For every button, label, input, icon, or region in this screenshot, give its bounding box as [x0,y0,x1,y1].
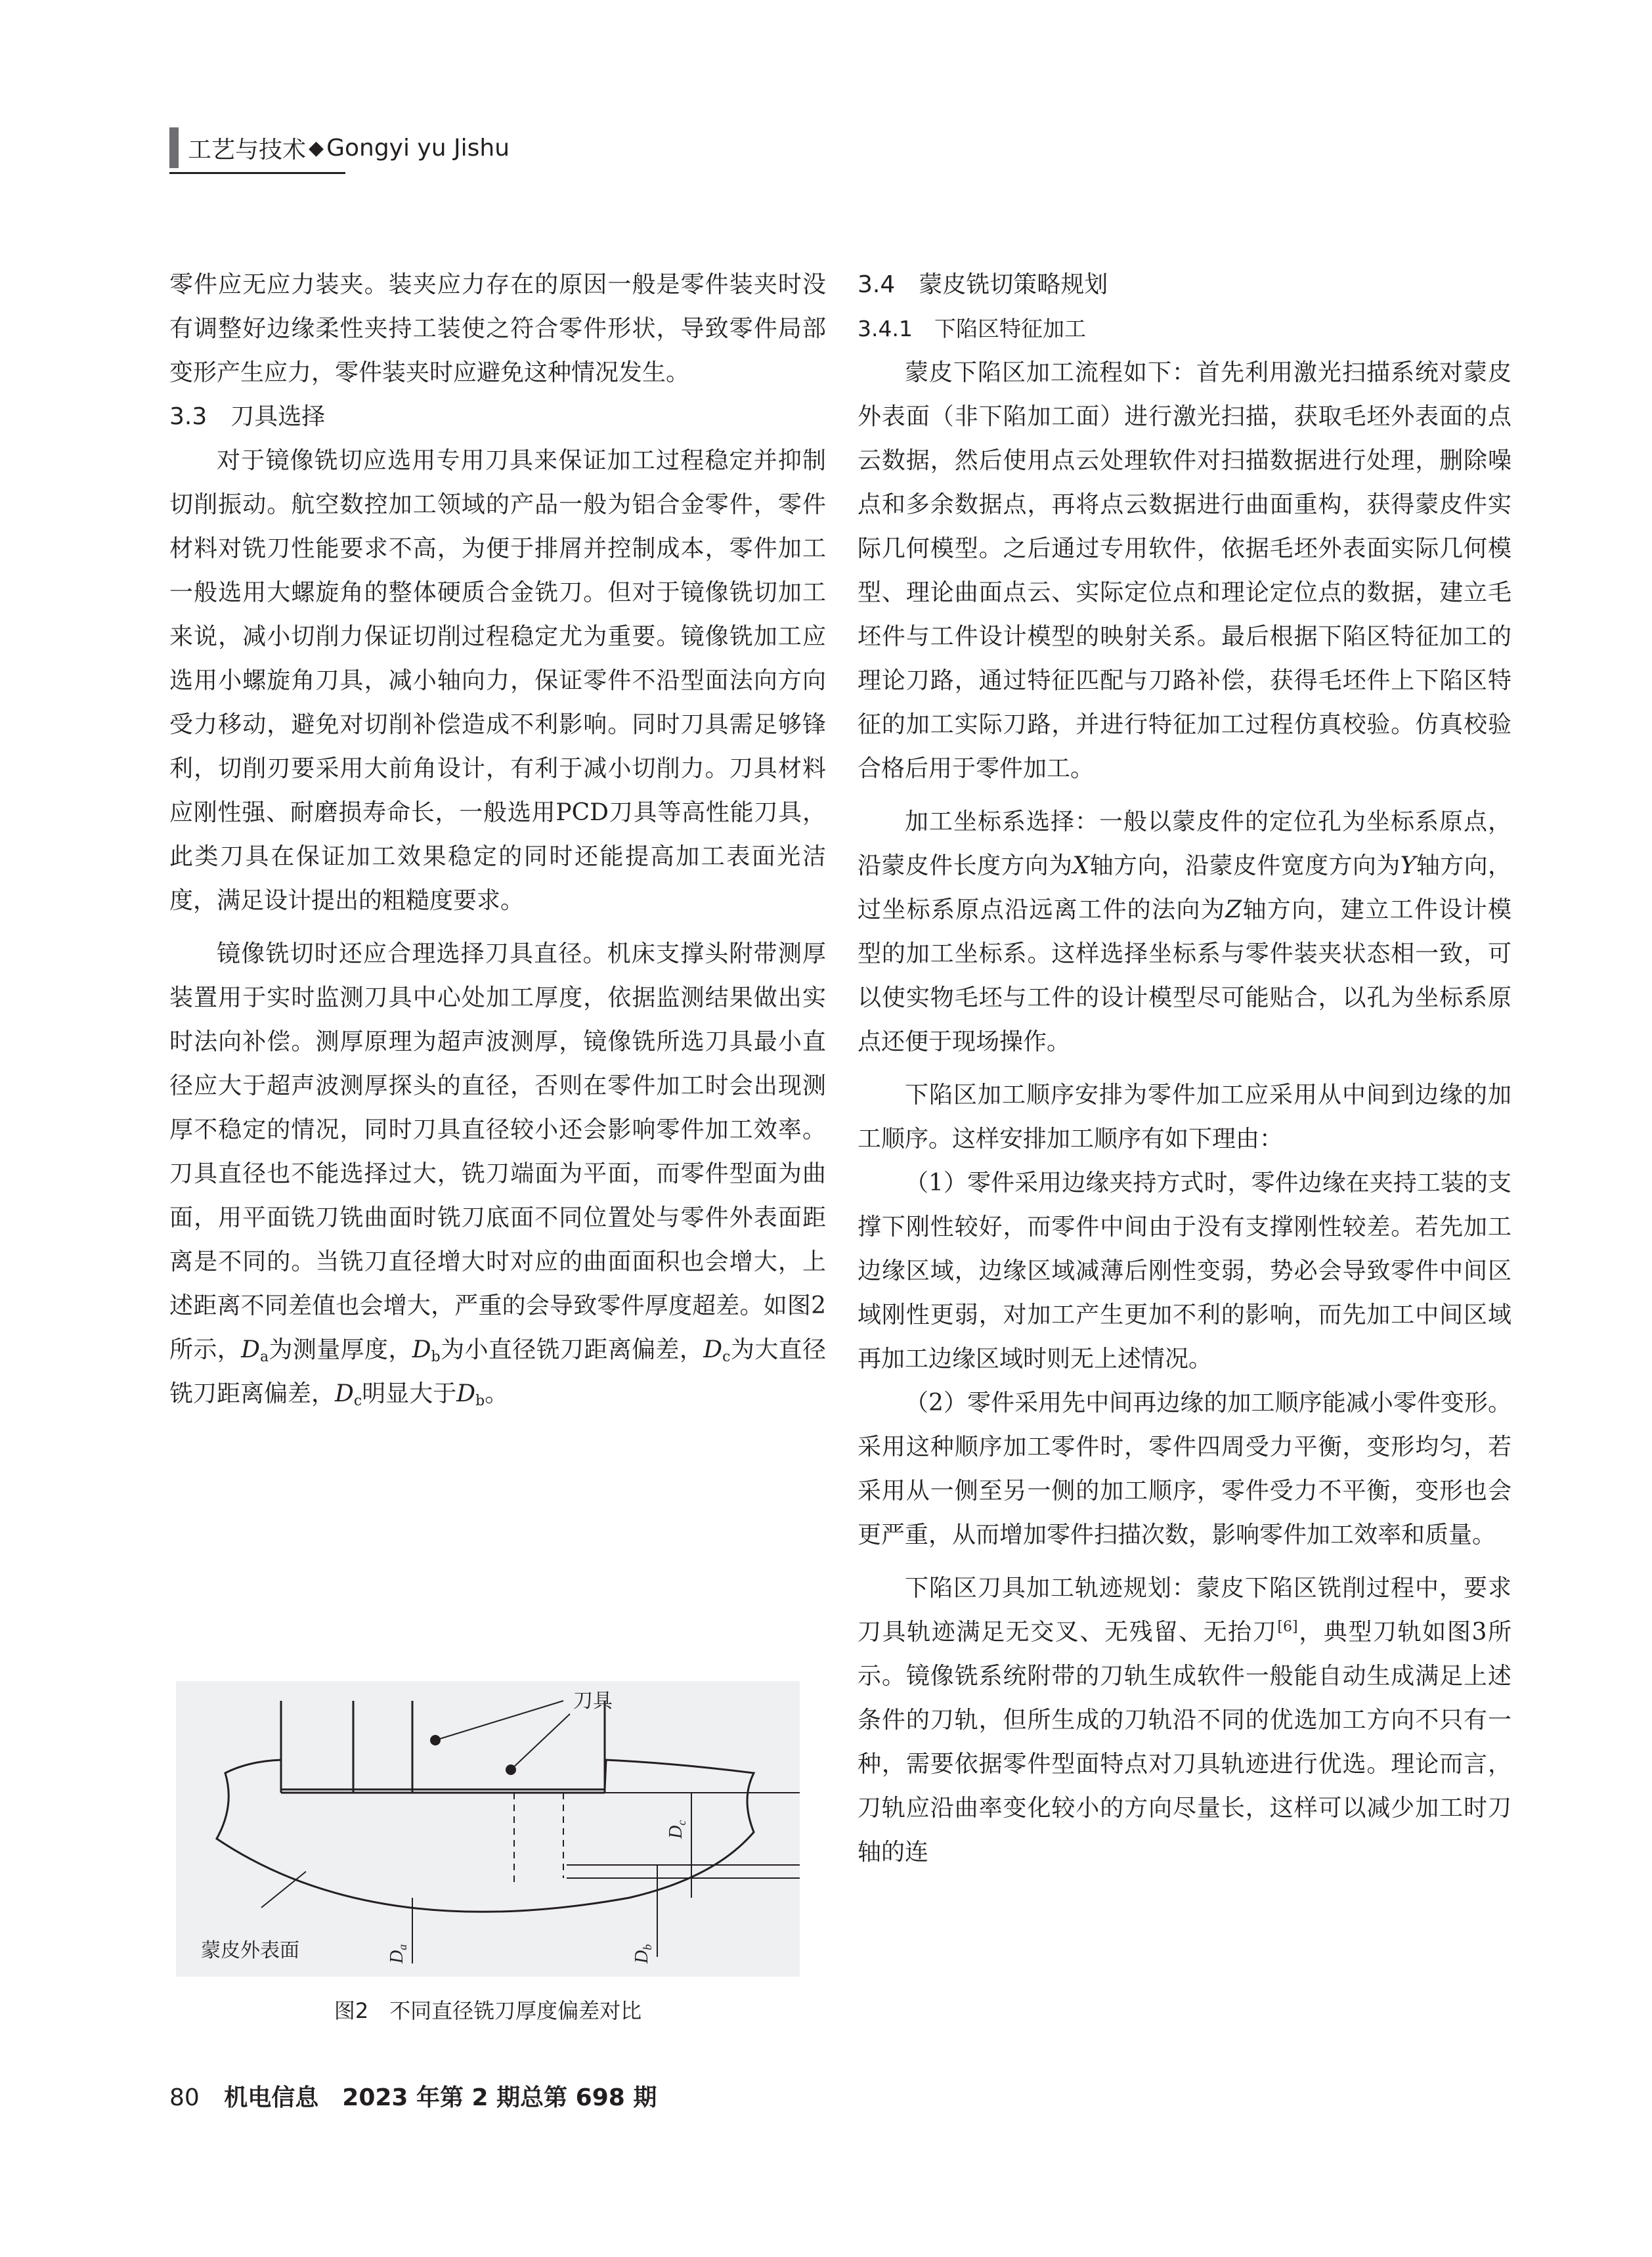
right-column [858,263,1511,1874]
paragraph: 下陷区加工顺序安排为零件加工应采用从中间到边缘的加工顺序。这样安排加工顺序有如下理由： [858,1082,1511,1152]
tool-marker-2 [506,1764,516,1775]
paragraph: 蒙皮下陷区加工流程如下：首先利用激光扫描系统对蒙皮外表面（非下陷加工面）进行激光扫描，获取毛坯外表面的点云数据，然后使用点云处理软件对扫描数据进行处理，删除噪点和多余数据点，再将点云数据进行曲面重构，获得蒙皮件实际几何模型。之后通过专用软件，依据毛坯外表面实际几何模型、理论曲面点云、实际定位点和理论定位点的数据，建立毛坯件与工件设计模型的映射关系。最后根据下陷区特征加工的理论刀路，通过特征匹配与刀路补偿，获得毛坯件上下陷区特征的加工实际刀路，并进行特征加工过程仿真校验。仿真校验合格后用于零件加工。 [858,359,1511,782]
figure-2-diagram [176,1681,800,1977]
paragraph: （1）零件采用边缘夹持方式时，零件边缘在夹持工装的支撑下刚性较好，而零件中间由于没有支撑刚性较差。若先加工边缘区域，边缘区域减薄后刚性变弱，势必会导致零件中间区域刚性更弱，对加工产生更加不利的影响，而先加工中间区域再加工边缘区域时则无上述情况。 [858,1170,1511,1372]
label-surface: 蒙皮外表面 [201,1940,299,1961]
tool-marker-1 [430,1735,441,1745]
label-dc: $D_c$ [666,1820,688,1839]
figure-caption: 图2 不同直径铣刀厚度偏差对比 [334,1998,642,2023]
citation-ref: [6] [1277,1619,1298,1635]
diamond-icon: ◆ [309,136,324,160]
paragraph: （2）零件采用先中间再边缘的加工顺序能减小零件变形。采用这种顺序加工零件时，零件四周受力平衡，变形均匀，若采用从一侧至另一侧的加工顺序，零件受力不平衡，变形也会更严重，从而增加零件扫描次数，影响零件加工效率和质量。 [858,1390,1511,1548]
label-tool: 刀具 [573,1690,613,1712]
running-header [169,125,510,171]
figure-2 [176,1681,800,1977]
section-heading-3-4: 3.4 蒙皮铣切策略规划 [858,271,1108,298]
paragraph: 镜像铣切时还应合理选择刀具直径。机床支撑头附带测厚装置用于实时监测刀具中心处加工厚度，依据监测结果做出实时法向补偿。测厚原理为超声波测厚，镜像铣所选刀具最小直径应大于超声波测厚探头的直径，否则在零件加工时会出现测厚不稳定的情况，同时刀具直径较小还会影响零件加工效率。刀具直径也不能选择过大，铣刀端面为平面，而零件型面为曲面，用平面铣刀铣曲面时铣刀底面不同位置处与零件外表面距离是不同的。当铣刀直径增大时对应的曲面面积也会增大，上述距离不同差值也会增大，严重的会导致零件厚度超差。如图2所示，$D_a$为测量厚度，$D_b$为小直径铣刀距离偏差，$D_c$为大直径铣刀距离偏差，$D_c$明显大于$D_b$。 [169,940,826,1409]
page-footer [169,2079,657,2113]
label-da: $D_a$ [387,1944,409,1963]
section-heading-3-4-1: 3.4.1 下陷区特征加工 [858,316,1086,341]
paragraph: 零件应无应力装夹。装夹应力存在的原因一般是零件装夹时没有调整好边缘柔性夹持工装使之符合零件形状，导致零件局部变形产生应力，零件装夹时应避免这种情况发生。 [169,271,826,386]
paragraph: 下陷区刀具加工轨迹规划：蒙皮下陷区铣削过程中，要求刀具轨迹满足无交叉、无残留、无抬刀[6]，典型刀轨如图3所示。镜像铣系统附带的刀轨生成软件一般能自动生成满足上述条件的刀轨，但所生成的刀轨沿不同的优选加工方向不只有一种，需要依据零件型面特点对刀具轨迹进行优选。理论而言，刀轨应沿曲率变化较小的方向尽量长，这样可以减少加工时刀轴的连 [858,1575,1511,1866]
section-heading-3-3: 3.3 刀具选择 [169,403,326,430]
paragraph: 对于镜像铣切应选用专用刀具来保证加工过程稳定并抑制切削振动。航空数控加工领域的产品一般为铝合金零件，零件材料对铣刀性能要求不高，为便于排屑并控制成本，零件加工一般选用大螺旋角的整体硬质合金铣刀。但对于镜像铣切加工来说，减小切削力保证切削过程稳定尤为重要。镜像铣加工应选用小螺旋角刀具，减小轴向力，保证零件不沿型面法向方向受力移动，避免对切削补偿造成不利影响。同时刀具需足够锋利，切削刃要采用大前角设计，有利于减小切削力。刀具材料应刚性强、耐磨损寿命长，一般选用PCD刀具等高性能刀具，此类刀具在保证加工效果稳定的同时还能提高加工表面光洁度，满足设计提出的粗糙度要求。 [169,447,826,914]
header-bar [169,127,179,168]
label-db: $D_b$ [632,1944,654,1963]
header-section-cn: 工艺与技术 [188,136,307,164]
page-number: 80 [169,2084,200,2111]
left-column [169,263,826,1416]
journal-info: 机电信息 2023 年第 2 期总第 698 期 [224,2084,657,2111]
header-rule [169,172,345,174]
header-section-pinyin: Gongyi yu Jishu [326,134,510,162]
paragraph: 加工坐标系选择：一般以蒙皮件的定位孔为坐标系原点，沿蒙皮件长度方向为X轴方向，沿蒙皮件宽度方向为Y轴方向，过坐标系原点沿远离工件的法向为Z轴方向，建立工件设计模型的加工坐标系。这样选择坐标系与零件装夹状态相一致，可以使实物毛坯与工件的设计模型尽可能贴合，以孔为坐标系原点还便于现场操作。 [858,808,1511,1055]
